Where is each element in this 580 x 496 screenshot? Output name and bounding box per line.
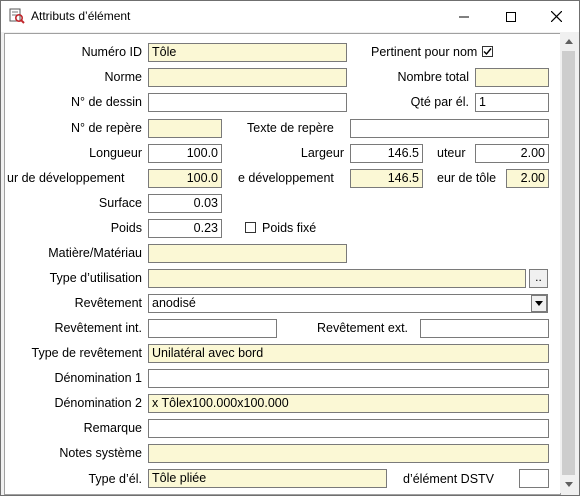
denomination1-label: Dénomination 1 (54, 371, 142, 385)
revetement-dropdown-button[interactable] (531, 295, 547, 312)
window-title: Attributs d’élément (31, 9, 131, 23)
poids-field[interactable]: 0.23 (148, 219, 222, 238)
revetement-ext-field[interactable] (420, 319, 549, 338)
numero-id-label: Numéro ID (81, 45, 142, 59)
type-el-label: Type d’él. (88, 472, 142, 486)
n-repere-field[interactable] (148, 119, 222, 138)
scrollbar-thumb[interactable] (562, 51, 575, 475)
attributes-form (4, 33, 561, 495)
nombre-total-field[interactable] (475, 68, 549, 87)
type-dstv-label: d’élément DSTV (403, 472, 495, 486)
poids-fixe-checkbox[interactable] (245, 222, 256, 233)
type-utilisation-field[interactable] (148, 269, 526, 288)
surface-field[interactable]: 0.03 (148, 194, 222, 213)
revetement-int-label: Revêtement int. (54, 321, 142, 335)
pertinent-label: Pertinent pour nom (371, 45, 478, 59)
remarque-label: Remarque (83, 421, 142, 435)
element-attributes-icon (9, 8, 25, 24)
epaisseur-tole-label: eur de tôle (437, 171, 497, 185)
maximize-button[interactable] (488, 1, 534, 32)
notes-systeme-label: Notes système (59, 446, 142, 460)
largeur-label: Largeur (300, 146, 344, 160)
hauteur-field[interactable]: 2.00 (475, 144, 549, 163)
longueur-label: Longueur (89, 146, 142, 160)
close-icon (551, 11, 562, 22)
maximize-icon (506, 12, 516, 22)
norme-field[interactable] (148, 68, 347, 87)
longueur-field[interactable]: 100.0 (148, 144, 222, 163)
checkmark-icon (482, 46, 493, 57)
revetement-int-field[interactable] (148, 319, 277, 338)
n-repere-label: N° de repère (70, 121, 142, 135)
epaisseur-tole-field[interactable]: 2.00 (506, 169, 549, 188)
remarque-field[interactable] (148, 419, 549, 438)
revetement-ext-label: Revêtement ext. (317, 321, 409, 335)
texte-repere-label: Texte de repère (247, 121, 334, 135)
poids-fixe-label: Poids fixé (262, 221, 317, 235)
surface-label: Surface (98, 196, 142, 210)
largeur-field[interactable]: 146.5 (350, 144, 423, 163)
type-dstv-field[interactable] (519, 469, 549, 488)
minimize-icon (459, 12, 469, 22)
scroll-up-button[interactable] (560, 33, 577, 50)
texte-repere-field[interactable] (350, 119, 549, 138)
pertinent-checkbox[interactable] (482, 46, 493, 57)
qte-par-el-field[interactable]: 1 (475, 93, 549, 112)
norme-label: Norme (104, 70, 142, 84)
chevron-up-icon (565, 39, 573, 44)
n-dessin-label: N° de dessin (70, 95, 142, 109)
notes-systeme-field[interactable] (148, 444, 549, 463)
matiere-field[interactable] (148, 244, 347, 263)
qte-par-el-label: Qté par él. (410, 95, 469, 109)
type-revetement-field[interactable]: Unilatéral avec bord (148, 344, 549, 363)
scroll-down-button[interactable] (560, 476, 577, 493)
close-button[interactable] (533, 1, 579, 32)
denomination2-field[interactable]: x Tôlex100.000x100.000 (148, 394, 549, 413)
revetement-label: Revêtement (74, 296, 142, 310)
nombre-total-label: Nombre total (397, 70, 469, 84)
type-utilisation-label: Type d’utilisation (49, 271, 142, 285)
hauteur-label: uteur (437, 146, 466, 160)
longueur-dev-field[interactable]: 100.0 (148, 169, 222, 188)
chevron-down-icon (535, 301, 543, 306)
largeur-dev-field[interactable]: 146.5 (350, 169, 423, 188)
denomination2-label: Dénomination 2 (54, 396, 142, 410)
numero-id-field[interactable]: Tôle (148, 43, 347, 62)
n-dessin-field[interactable] (148, 93, 347, 112)
minimize-button[interactable] (441, 1, 487, 32)
type-utilisation-browse-button[interactable]: .. (529, 269, 548, 288)
matiere-label: Matière/Matériau (48, 246, 142, 260)
title-bar[interactable] (1, 1, 579, 32)
revetement-select[interactable]: anodisé (148, 294, 548, 313)
denomination1-field[interactable] (148, 369, 549, 388)
largeur-dev-label: e développement (238, 171, 334, 185)
type-revetement-label: Type de revêtement (31, 346, 142, 360)
poids-label: Poids (110, 221, 142, 235)
longueur-dev-label: ur de développement (7, 171, 125, 185)
vertical-scrollbar[interactable] (560, 33, 577, 493)
chevron-down-icon (565, 482, 573, 487)
type-el-field[interactable]: Tôle pliée (148, 469, 387, 488)
